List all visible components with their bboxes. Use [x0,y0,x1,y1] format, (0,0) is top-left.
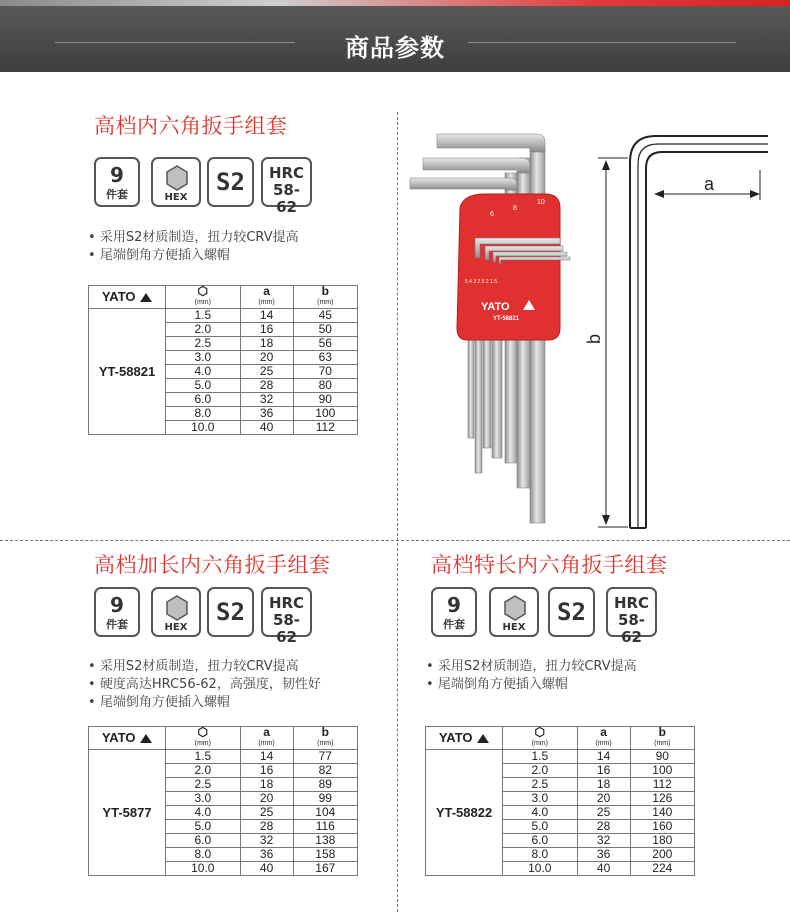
s2-steel-badge: S2 [207,587,254,637]
hex-size-cell: 3.0 [166,351,241,365]
page-title: 商品参数 [345,34,445,62]
section-title: 高档内六角扳手组套 [94,114,288,138]
feature-list [88,658,321,712]
col-hex: ⬡ (mm) [166,286,241,309]
hex-size-cell: 2.0 [503,764,578,778]
hex-size-cell: 5.0 [166,379,241,393]
dimension-diagram [578,130,778,540]
length-a-cell: 16 [240,764,293,778]
hex-label: HEX [502,622,526,633]
length-a-cell: 32 [240,393,293,407]
length-b-cell: 56 [293,337,357,351]
length-b-cell: 89 [293,778,357,792]
length-a-cell: 14 [577,750,630,764]
hrc-value: 58-62 [272,611,301,646]
hrc-badge [261,587,312,646]
hex-size-cell: 3.0 [166,792,241,806]
dimension-b-label: b [584,333,604,344]
feature-list [88,229,299,265]
length-a-cell: 36 [577,848,630,862]
holder-size-label: 6 [490,211,494,218]
dimension-a-label: a [704,174,715,194]
length-b-cell: 82 [293,764,357,778]
length-a-cell: 36 [240,848,293,862]
table-row [89,750,358,764]
brand-cell: YATO [89,727,166,750]
hex-size-cell: 6.0 [166,393,241,407]
model-number: YT-58821 [89,309,166,435]
length-a-cell: 18 [577,778,630,792]
holder-size-label: 10 [537,199,545,206]
s2-steel-badge: S2 [548,587,595,637]
length-a-cell: 32 [240,834,293,848]
hex-size-cell: 2.0 [166,323,241,337]
length-a-cell: 18 [240,337,293,351]
hex-size-cell: 8.0 [503,848,578,862]
hrc-value: 58-62 [272,181,301,216]
holder-model: YT-58821 [493,316,520,322]
holder-small-size-labels: 5 4 3 2.5 2 1.5 [465,279,497,285]
hex-label: HEX [164,622,188,633]
spec-table [88,285,358,435]
header-bar [0,0,790,72]
hrc-label: HRC [268,594,305,612]
hrc-value: 58-62 [617,611,646,646]
spec-table [425,726,695,876]
hrc-badge [606,587,657,646]
feature-list [426,658,637,694]
hexagon-icon [504,595,526,621]
brand-cell: YATO [89,286,166,309]
feature-item: • 尾端倒角方便插入螺帽 [88,694,321,712]
length-a-cell: 28 [577,820,630,834]
holder-brand: YATO [481,301,510,313]
section-title: 高档特长内六角扳手组套 [431,553,668,577]
model-number: YT-5877 [89,750,166,876]
hex-size-cell: 4.0 [503,806,578,820]
vertical-divider [397,112,398,912]
length-b-cell: 224 [630,862,694,876]
hexagon-icon [166,165,188,191]
yato-logo-icon [140,293,152,302]
col-a: a (mm) [577,727,630,750]
length-a-cell: 14 [240,750,293,764]
piece-count: 9 [110,593,124,617]
hex-size-cell: 2.5 [166,778,241,792]
length-a-cell: 32 [577,834,630,848]
length-a-cell: 20 [577,792,630,806]
length-b-cell: 63 [293,351,357,365]
length-b-cell: 100 [293,407,357,421]
length-b-cell: 77 [293,750,357,764]
col-b: b (mm) [293,727,357,750]
length-a-cell: 20 [240,351,293,365]
length-a-cell: 20 [240,792,293,806]
length-b-cell: 158 [293,848,357,862]
piece-count-unit: 件套 [106,618,128,631]
length-a-cell: 28 [240,820,293,834]
spec-table [88,726,358,876]
length-b-cell: 200 [630,848,694,862]
hex-badge [489,587,539,637]
length-a-cell: 18 [240,778,293,792]
length-a-cell: 40 [577,862,630,876]
length-b-cell: 112 [293,421,357,435]
hex-size-cell: 5.0 [166,820,241,834]
feature-item: • 采用S2材质制造，扭力较CRV提高 [426,658,637,676]
feature-item: • 采用S2材质制造，扭力较CRV提高 [88,658,321,676]
hex-size-cell: 8.0 [166,407,241,421]
length-a-cell: 28 [240,379,293,393]
piece-count: 9 [447,593,461,617]
hex-size-cell: 4.0 [166,806,241,820]
brand-cell: YATO [426,727,503,750]
s2-steel-badge: S2 [207,157,254,207]
piece-count-unit: 件套 [106,188,128,201]
header-accent-stripe [0,0,790,6]
length-b-cell: 167 [293,862,357,876]
hex-size-cell: 2.5 [503,778,578,792]
feature-item: • 采用S2材质制造，扭力较CRV提高 [88,229,299,247]
length-b-cell: 116 [293,820,357,834]
hexagon-icon [166,595,188,621]
hex-size-cell: 2.0 [166,764,241,778]
col-a: a (mm) [240,286,293,309]
length-b-cell: 90 [630,750,694,764]
length-b-cell: 160 [630,820,694,834]
length-a-cell: 14 [240,309,293,323]
hex-size-cell: 6.0 [166,834,241,848]
feature-item: • 硬度高达HRC56-62，高强度，韧性好 [88,676,321,694]
col-b: b (mm) [630,727,694,750]
col-b: b (mm) [293,286,357,309]
length-b-cell: 100 [630,764,694,778]
length-b-cell: 45 [293,309,357,323]
col-a: a (mm) [240,727,293,750]
horizontal-divider [0,540,790,541]
length-b-cell: 99 [293,792,357,806]
length-b-cell: 140 [630,806,694,820]
length-a-cell: 25 [240,806,293,820]
product-photo [405,128,580,528]
length-b-cell: 104 [293,806,357,820]
piece-count: 9 [110,163,124,187]
table-row [89,309,358,323]
yato-logo-icon [477,734,489,743]
holder-size-label: 8 [513,205,517,212]
hrc-label: HRC [268,164,305,182]
hex-badge [151,157,201,207]
length-a-cell: 40 [240,421,293,435]
hrc-badge [261,157,312,216]
hex-size-cell: 10.0 [166,862,241,876]
hex-badge [151,587,201,637]
length-a-cell: 36 [240,407,293,421]
hex-size-cell: 10.0 [166,421,241,435]
yato-logo-icon [140,734,152,743]
section-title: 高档加长内六角扳手组套 [94,553,331,577]
length-a-cell: 40 [240,862,293,876]
hex-size-cell: 1.5 [166,750,241,764]
col-hex: ⬡ (mm) [503,727,578,750]
length-a-cell: 25 [577,806,630,820]
hex-size-cell: 1.5 [166,309,241,323]
length-a-cell: 25 [240,365,293,379]
hex-size-cell: 8.0 [166,848,241,862]
piece-count-badge [94,587,140,637]
hex-size-cell: 3.0 [503,792,578,806]
model-number: YT-58822 [426,750,503,876]
length-b-cell: 112 [630,778,694,792]
length-b-cell: 70 [293,365,357,379]
length-a-cell: 16 [240,323,293,337]
hex-size-cell: 4.0 [166,365,241,379]
feature-item: • 尾端倒角方便插入螺帽 [426,676,637,694]
hex-size-cell: 5.0 [503,820,578,834]
hex-size-cell: 2.5 [166,337,241,351]
hex-size-cell: 10.0 [503,862,578,876]
length-b-cell: 80 [293,379,357,393]
table-row [426,750,695,764]
col-hex: ⬡ (mm) [166,727,241,750]
piece-count-badge [431,587,477,637]
piece-count-unit: 件套 [443,618,465,631]
hex-size-cell: 6.0 [503,834,578,848]
length-b-cell: 50 [293,323,357,337]
length-b-cell: 126 [630,792,694,806]
feature-item: • 尾端倒角方便插入螺帽 [88,247,299,265]
length-b-cell: 90 [293,393,357,407]
length-a-cell: 16 [577,764,630,778]
length-b-cell: 180 [630,834,694,848]
hex-label: HEX [164,192,188,203]
piece-count-badge [94,157,140,207]
hrc-label: HRC [613,594,650,612]
length-b-cell: 138 [293,834,357,848]
hex-size-cell: 1.5 [503,750,578,764]
